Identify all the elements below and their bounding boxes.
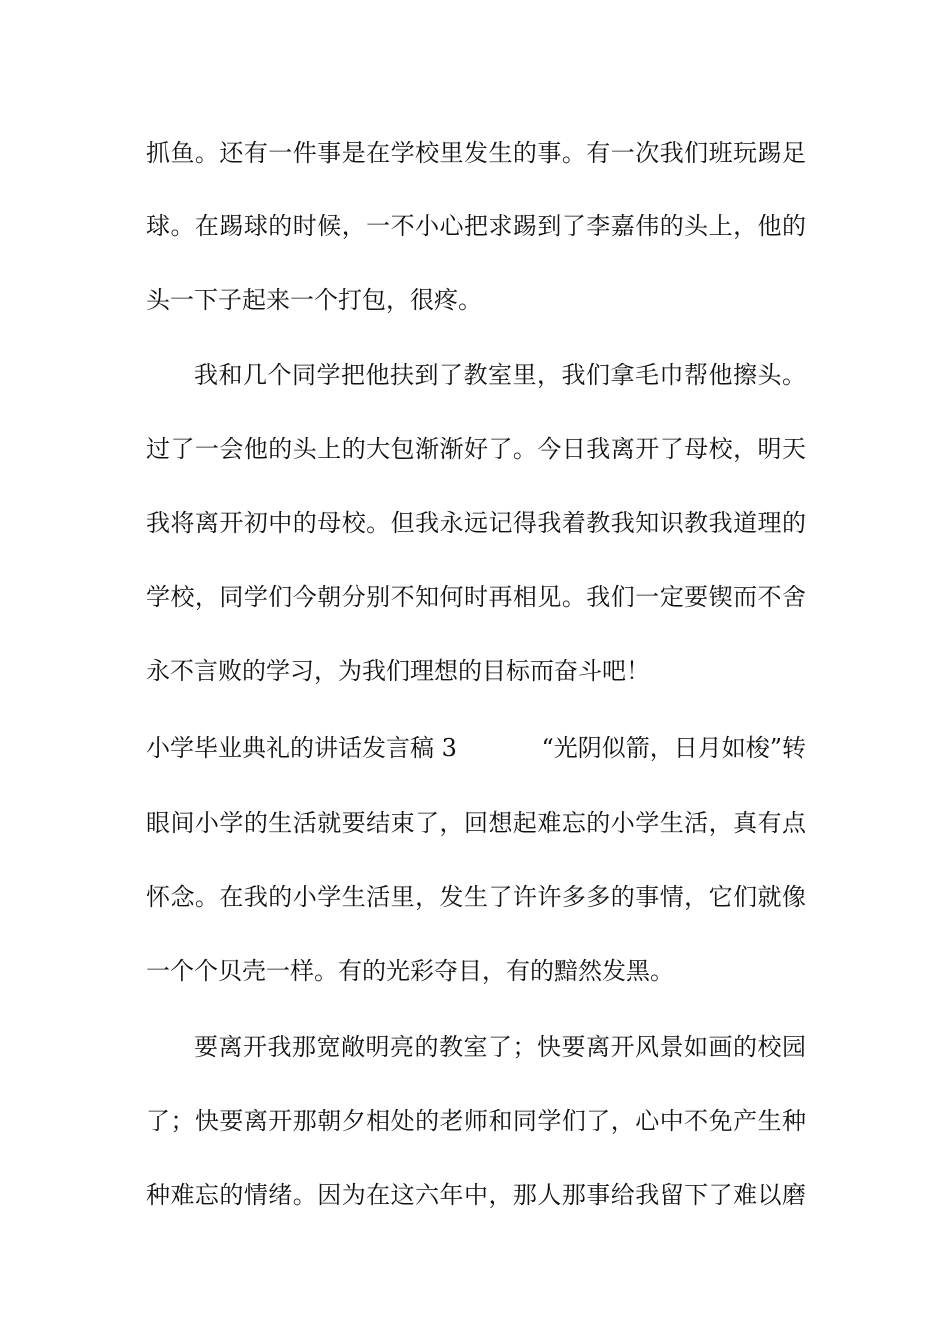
body-line: 一个个贝壳一样。有的光彩夺目，有的黯然发黑。 [146,957,674,985]
section-title: 小学毕业典礼的讲话发言稿 3 [146,734,457,762]
section-heading-line [146,733,806,763]
opening-quote: “光阴似箭，日月如梭”转 [541,734,806,762]
body-line: 怀念。在我的小学生活里，发生了许许多多的事情，它们就像 [146,883,806,911]
body-line: 我将离开初中的母校。但我永远记得我着教我知识教我道理的 [146,509,806,537]
body-line: 头一下子起来一个打包，很疼。 [146,286,482,314]
body-line: 抓鱼。还有一件事是在学校里发生的事。有一次我们班玩踢足 [146,139,806,167]
paragraph-first-line: 我和几个同学把他扶到了教室里，我们拿毛巾帮他擦头。 [194,361,806,389]
body-line: 过了一会他的头上的大包渐渐好了。今日我离开了母校，明天 [146,435,806,463]
paragraph-first-line: 要离开我那宽敞明亮的教室了；快要离开风景如画的校园 [194,1033,806,1061]
body-line: 球。在踢球的时候，一不小心把求踢到了李嘉伟的头上，他的 [146,212,806,240]
body-line: 学校，同学们今朝分别不知何时再相见。我们一定要锲而不舍 [146,583,806,611]
body-line: 永不言败的学习，为我们理想的目标而奋斗吧！ [146,657,650,685]
body-line: 了；快要离开那朝夕相处的老师和同学们了，心中不免产生种 [146,1107,806,1135]
body-line: 眼间小学的生活就要结束了，回想起难忘的小学生活，真有点 [146,809,806,837]
body-line: 种难忘的情绪。因为在这六年中，那人那事给我留下了难以磨 [146,1181,806,1209]
